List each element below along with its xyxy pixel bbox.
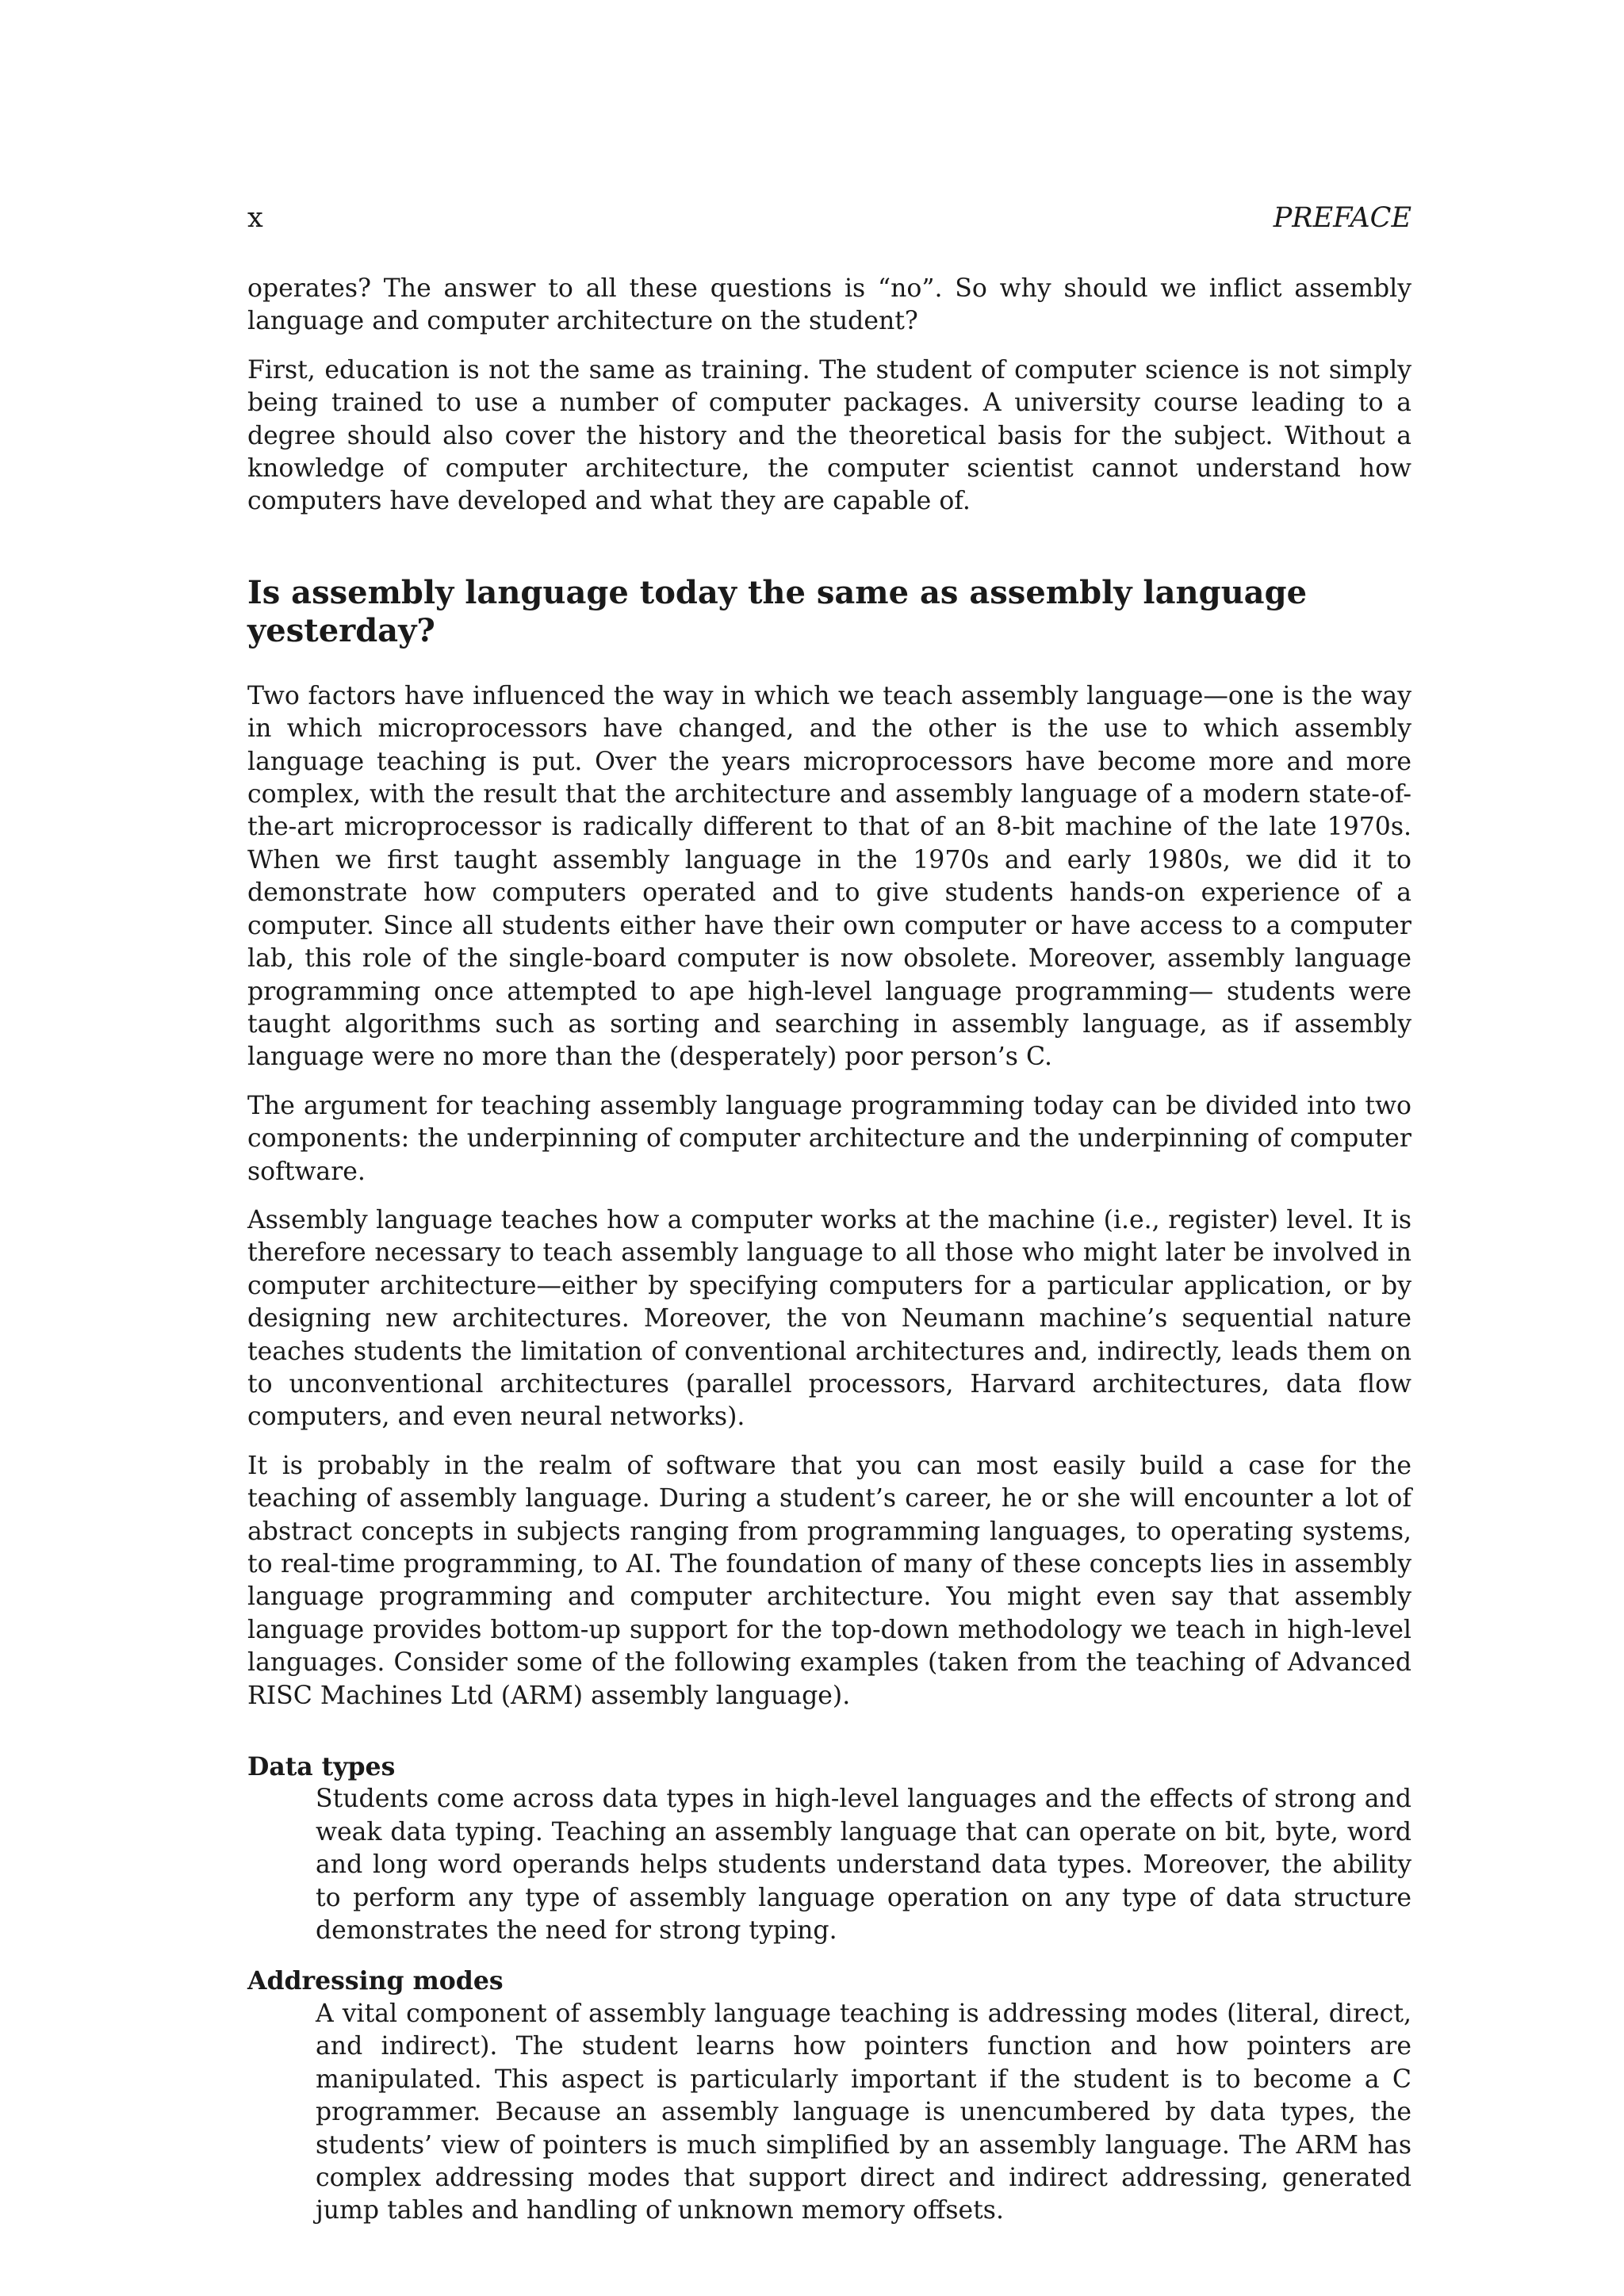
intro-paragraph-1: operates? The answer to all these questions is “no”. So why should we inflict assembly language and computer architecture on the student?: [247, 274, 1411, 336]
section-paragraph-1: Two factors have influenced the way in which we teach assembly language—one is the way in which microprocessors have changed, and the other is the use to which assembly language teaching is put. Over the years microprocessors have become more and more complex, with the result that the architecture and assembly language of a modern state-of-the-art microprocessor is radically different to that of an 8-bit machine of the late 1970s. When we first taught assembly language in the 1970s and early 1980s, we did it to demonstrate how computers operated and to give students hands-on experience of a computer. Since all students either have their own computer or have access to a computer lab, this role of the single-board computer is now obsolete. Moreover, assembly language programming once attempted to ape high-level language programming— students were taught algorithms such as sorting and searching in assembly language, as if assembly language were no more than the (desperately) poor person’s C.: [247, 681, 1411, 1072]
section-paragraph-2: The argument for teaching assembly language programming today can be divided into two components: the underpinning of computer architecture and the underpinning of computer software.: [247, 1091, 1411, 1186]
section-heading: Is assembly language today the same as assembly language yesterday?: [247, 573, 1308, 649]
example-data-types: [247, 1751, 1411, 1947]
page-content: [247, 200, 1411, 2245]
page-number: x: [247, 202, 263, 234]
section-paragraph-3: Assembly language teaches how a computer works at the machine (i.e., register) level. It is therefore necessary to teach assembly language to all those who might later be involved in computer architecture—either by specifying computers for a particular application, or by designing new architectures. Moreover, the von Neumann machine’s sequential nature teaches students the limitation of conventional architectures and, indirectly, leads them on to unconventional architectures (parallel processors, Harvard architectures, data flow computers, and even neural networks).: [247, 1205, 1411, 1432]
section-paragraph-4: It is probably in the realm of software that you can most easily build a case for the teaching of assembly language. During a student’s career, he or she will encounter a lot of abstract concepts in subjects ranging from programming languages, to operating systems, to real-time programming, to AI. The foundation of many of these concepts lies in assembly language programming and computer architecture. You might even say that assembly language provides bottom-up support for the top-down methodology we teach in high-level languages. Consider some of the following examples (taken from the teaching of Advanced RISC Machines Ltd (ARM) assembly language).: [247, 1451, 1411, 1710]
example-body: A vital component of assembly language teaching is addressing modes (literal, direct, and indirect). The student learns how pointers function and how pointers are manipulated. This aspect is particularly important if the student is to become a C programmer. Because an assembly language is unencumbered by data types, the students’ view of pointers is much simplified by an assembly language. The ARM has complex addressing modes that support direct and indirect addressing, generated jump tables and handling of unknown memory offsets.: [316, 1999, 1411, 2225]
example-term: Addressing modes: [247, 1966, 504, 1996]
example-body: Students come across data types in high-level languages and the effects of strong and weak data typing. Teaching an assembly language that can operate on bit, byte, word and long word operands helps students understand data types. Moreover, the ability to perform any type of assembly language operation on any type of data structure demonstrates the need for strong typing.: [316, 1785, 1411, 1946]
running-title: PREFACE: [1273, 202, 1411, 234]
running-head: [247, 200, 1411, 236]
example-addressing-modes: [247, 1965, 1411, 2227]
intro-paragraph-2: First, education is not the same as training. The student of computer science is not simply being trained to use a number of computer packages. A university course leading to a degree should also cover the history and the theoretical basis for the subject. Without a knowledge of computer architecture, the computer scientist cannot understand how computers have developed and what they are capable of.: [247, 355, 1411, 516]
examples-list: [247, 1751, 1411, 2228]
example-term: Data types: [247, 1752, 396, 1782]
